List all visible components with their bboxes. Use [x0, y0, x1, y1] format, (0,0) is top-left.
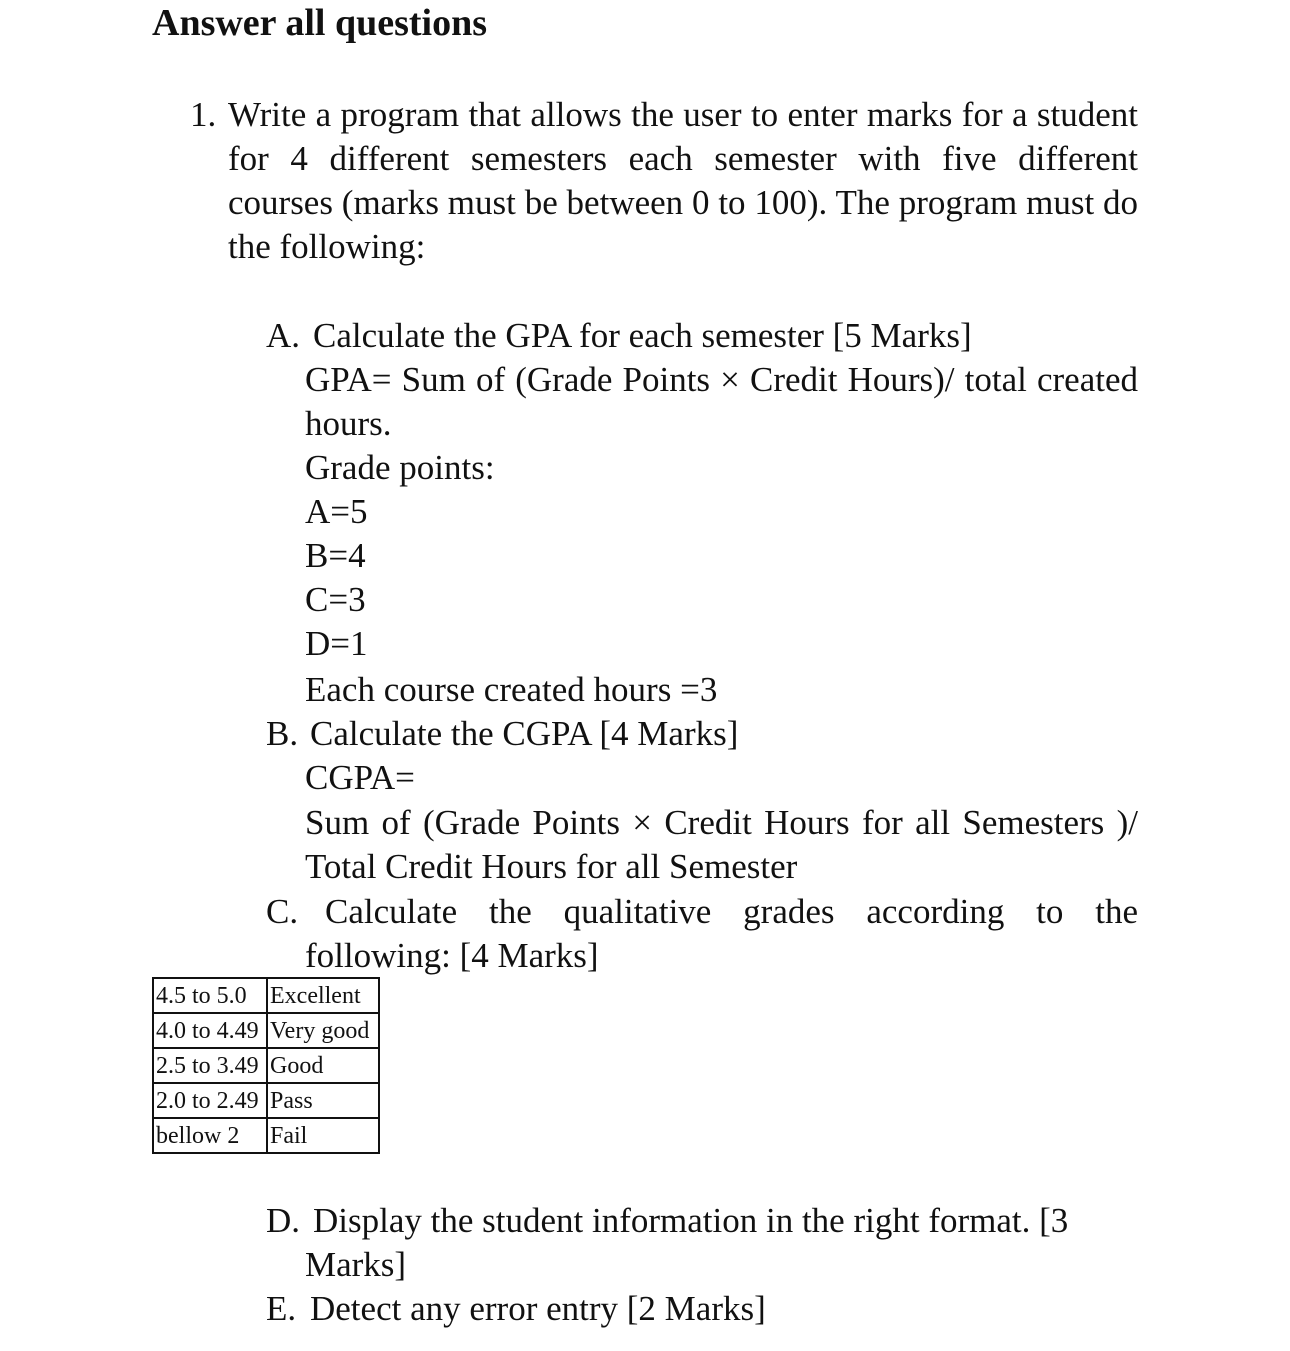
grade-point-a: A=5 — [305, 492, 368, 531]
grade-point-c: C=3 — [305, 580, 366, 619]
part-a-letter: A. — [266, 316, 301, 355]
part-d-letter: D. — [266, 1201, 301, 1240]
table-row — [153, 978, 379, 1013]
question-text: Write a program that allows the user to enter marks for a student for 4 different semesters each semester with five different courses (marks must be between 0 to 100). The program must do the following: — [228, 95, 1138, 266]
page-heading: Answer all questions — [152, 2, 488, 44]
part-a-formula: GPA= Sum of (Grade Points × Credit Hours)/ total created hours. — [305, 360, 1138, 443]
part-a-title: Calculate the GPA for each semester [5 Marks] — [313, 316, 972, 355]
grade-label-cell: Fail — [267, 1118, 379, 1153]
question-number: 1. — [190, 95, 217, 134]
grade-range-cell: 2.0 to 2.49 — [153, 1083, 267, 1118]
table-row — [153, 1083, 379, 1118]
part-b-title: Calculate the CGPA [4 Marks] — [310, 714, 739, 753]
part-b-formula: Sum of (Grade Points × Credit Hours for all Semesters )/ Total Credit Hours for all Semester — [305, 803, 1138, 886]
grade-point-d: D=1 — [305, 624, 368, 663]
grade-points-list — [305, 490, 1138, 666]
part-c-letter: C. — [266, 892, 299, 931]
part-e-letter: E. — [266, 1289, 297, 1328]
grade-label-cell: Very good — [267, 1013, 379, 1048]
grade-table — [152, 977, 380, 1154]
table-row — [153, 1118, 379, 1153]
part-e-title: Detect any error entry [2 Marks] — [310, 1289, 766, 1328]
part-a-grade-points-label: Grade points: — [305, 448, 495, 487]
grade-point-b: B=4 — [305, 536, 366, 575]
grade-range-cell: 2.5 to 3.49 — [153, 1048, 267, 1083]
grade-label-cell: Good — [267, 1048, 379, 1083]
grade-range-cell: bellow 2 — [153, 1118, 267, 1153]
part-a-credit-note: Each course created hours =3 — [305, 670, 718, 709]
part-c-title: Calculate the qualitative grades according to the following: [4 Marks] — [305, 892, 1138, 975]
grade-label-cell: Excellent — [267, 978, 379, 1013]
grade-range-cell: 4.0 to 4.49 — [153, 1013, 267, 1048]
table-row — [153, 1013, 379, 1048]
part-b-formula-label: CGPA= — [305, 758, 415, 797]
grade-range-cell: 4.5 to 5.0 — [153, 978, 267, 1013]
table-row — [153, 1048, 379, 1083]
part-d-title: Display the student information in the right format. [3 Marks] — [305, 1201, 1069, 1284]
part-b-letter: B. — [266, 714, 299, 753]
grade-label-cell: Pass — [267, 1083, 379, 1118]
